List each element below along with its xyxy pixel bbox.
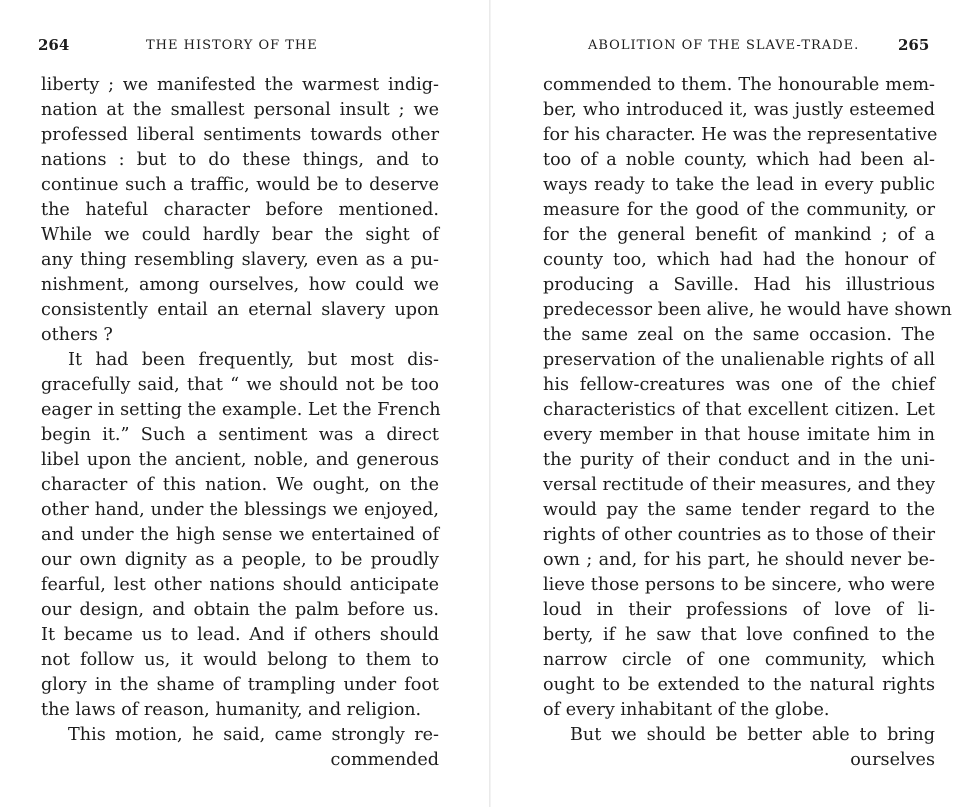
text-line: every member in that house imitate him in [543,425,935,445]
text-line: our own dignity as a people, to be proudly [41,550,439,570]
text-line: own ; and, for his part, he should never be- [543,550,935,570]
text-line: would pay the same tender regard to the [543,500,935,520]
left-running-head: THE HISTORY OF THE [146,38,318,53]
text-line: While we could hardly bear the sight of [41,225,439,245]
text-line: producing a Saville. Had his illustrious [543,275,935,295]
text-line: professed liberal sentiments towards other [41,125,439,145]
text-line: libel upon the ancient, noble, and generous [41,450,439,470]
text-line: glory in the shame of trampling under foot [41,675,439,695]
text-line: ways ready to take the lead in every public [543,175,935,195]
text-line: lieve those persons to be sincere, who were [543,575,935,595]
text-line: berty, if he saw that love confined to the [543,625,935,645]
text-line: preservation of the unalienable rights of all [543,350,935,370]
text-line: the laws of reason, humanity, and religion. [41,700,422,720]
text-line: narrow circle of one community, which [543,650,935,670]
text-line: nations : but to do these things, and to [41,150,439,170]
text-line: This motion, he said, came strongly re- [68,725,439,745]
text-line: commended to them. The honourable mem- [543,75,935,95]
text-line: nishment, among ourselves, how could we [41,275,439,295]
text-line: It became us to lead. And if others should [41,625,439,645]
text-line: county too, which had had the honour of [543,250,935,270]
text-line: not follow us, it would belong to them to [41,650,439,670]
text-line: the purity of their conduct and in the uni- [543,450,935,470]
right-running-head: ABOLITION OF THE SLAVE-TRADE. [588,38,860,53]
text-line: other hand, under the blessings we enjoyed, [41,500,439,520]
text-line: nation at the smallest personal insult ; we [41,100,439,120]
text-line: eager in setting the example. Let the French [41,400,441,420]
right-page [490,0,980,807]
text-line: begin it.” Such a sentiment was a direct [41,425,439,445]
text-line: of every inhabitant of the globe. [543,700,830,720]
text-line: the hateful character before mentioned. [41,200,439,220]
text-line: It had been frequently, but most dis- [68,350,439,370]
text-line: characteristics of that excellent citizen. Let [543,400,935,420]
text-line: for his character. He was the representative [543,125,938,145]
text-line: our design, and obtain the palm before us. [41,600,439,620]
right-body-text [543,73,952,773]
text-line: for the general benefit of mankind ; of a [543,225,935,245]
text-line: measure for the good of the community, or [543,200,935,220]
text-line: character of this nation. We ought, on the [41,475,439,495]
text-line: any thing resembling slavery, even as a pu- [41,250,439,270]
text-line: fearful, lest other nations should anticipate [41,575,439,595]
text-line: continue such a traffic, would be to deserve [41,175,439,195]
text-line: versal rectitude of their measures, and they [543,475,936,495]
text-line: But we should be better able to bring [570,725,935,745]
text-line: too of a noble county, which had been al- [543,150,935,170]
text-line: consistently entail an eternal slavery upon [41,300,439,320]
catchword: ourselves [850,750,935,770]
text-line: his fellow-creatures was one of the chief [543,375,935,395]
text-line: ought to be extended to the natural rights [543,675,935,695]
text-line: liberty ; we manifested the warmest indig- [41,75,439,95]
text-line: others ? [41,325,113,345]
left-body-text [41,73,439,773]
text-line: ber, who introduced it, was justly esteemed [543,100,935,120]
text-line: predecessor been alive, he would have shown [543,300,952,320]
left-page-number: 264 [38,36,70,54]
text-line: loud in their professions of love of li- [543,600,935,620]
right-page-number: 265 [898,36,930,54]
text-line: gracefully said, that “ we should not be too [41,375,439,395]
text-line: rights of other countries as to those of their [543,525,935,545]
text-line: and under the high sense we entertained of [41,525,439,545]
text-line: the same zeal on the same occasion. The [543,325,935,345]
catchword: commended [330,750,439,770]
